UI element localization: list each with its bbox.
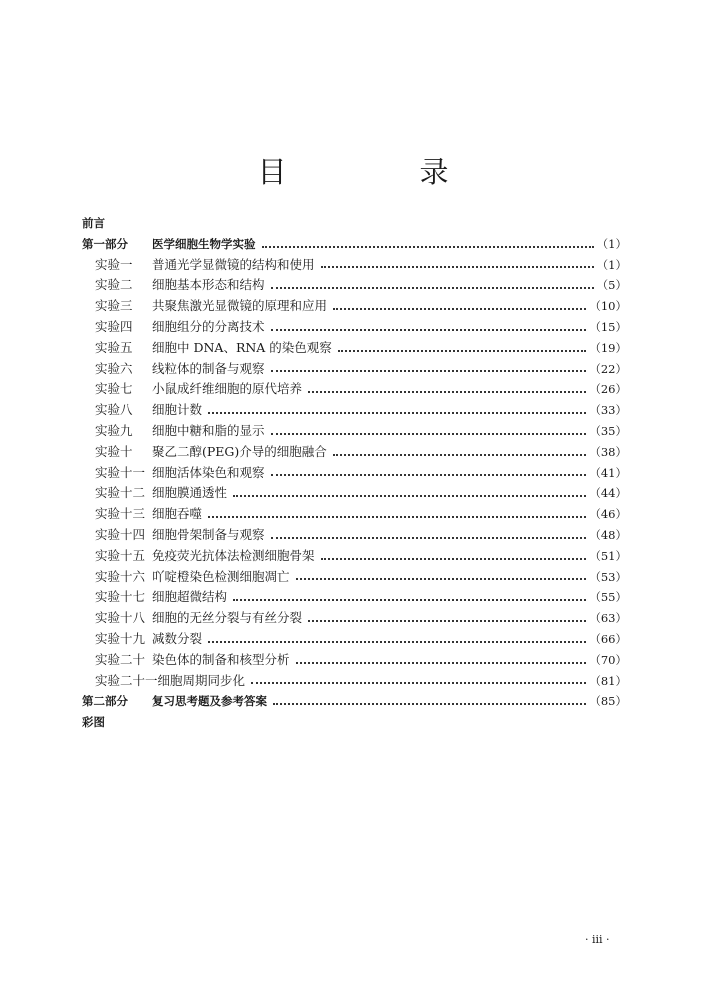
toc-entry-title: 细胞活体染色和观察 xyxy=(152,464,265,480)
dot-leader xyxy=(296,577,587,580)
dot-leader xyxy=(208,640,586,643)
toc-entry-title: 聚乙二醇(PEG)介导的细胞融合 xyxy=(152,443,327,459)
dot-leader xyxy=(333,453,587,456)
toc-entry-label: 实验八 xyxy=(95,402,133,418)
dot-leader xyxy=(271,536,587,539)
toc-entry[interactable] xyxy=(82,400,627,421)
toc-entry-title: 吖啶橙染色检测细胞凋亡 xyxy=(152,568,290,584)
toc-entry-label: 实验九 xyxy=(95,422,133,438)
toc-entry-title: 染色体的制备和核型分析 xyxy=(152,651,290,667)
toc-entry-page: （10） xyxy=(589,299,627,314)
toc-entry-label: 实验七 xyxy=(95,381,133,397)
toc-entry-page: （35） xyxy=(589,423,627,438)
dot-leader xyxy=(271,432,587,435)
toc-entry[interactable] xyxy=(82,712,627,733)
toc-entry-label: 实验五 xyxy=(95,339,133,355)
toc-entry-title: 小鼠成纤维细胞的原代培养 xyxy=(152,381,303,397)
toc-entry-page: （26） xyxy=(589,382,627,397)
toc-entry-label: 实验十 xyxy=(95,443,133,459)
toc-entry-page: （85） xyxy=(589,694,627,709)
toc-entry-label: 实验十一 xyxy=(95,464,146,480)
toc-entry-page: （48） xyxy=(589,527,627,542)
dot-leader xyxy=(333,307,586,310)
toc-entry-page: （38） xyxy=(589,444,627,459)
toc-entry-title: 细胞中糖和脂的显示 xyxy=(152,422,265,438)
toc-entry[interactable] xyxy=(82,213,627,234)
toc-entry-title: 细胞组分的分离技术 xyxy=(152,318,265,334)
toc-entry-title: 细胞膜通透性 xyxy=(152,485,228,501)
toc-entry[interactable] xyxy=(82,567,627,588)
dot-leader xyxy=(271,473,587,476)
toc-entry-page: （70） xyxy=(589,652,627,667)
toc-entry-title: 细胞中 DNA、RNA 的染色观察 xyxy=(152,339,332,355)
toc-entry[interactable] xyxy=(82,587,627,608)
dot-leader xyxy=(271,369,587,372)
page-title: 目 录 xyxy=(257,155,501,189)
toc-entry[interactable] xyxy=(82,671,627,692)
toc-entry-title: 细胞超微结构 xyxy=(152,589,228,605)
toc-entry-label: 实验四 xyxy=(95,318,133,334)
toc-entry[interactable] xyxy=(82,504,627,525)
dot-leader xyxy=(208,411,586,414)
toc-entry[interactable] xyxy=(82,421,627,442)
toc-entry-title: 医学细胞生物学实验 xyxy=(152,236,256,251)
toc-entry-title: 细胞吞噬 xyxy=(152,506,203,522)
toc-entry-page: （55） xyxy=(589,590,627,605)
dot-leader xyxy=(251,681,586,684)
toc-entry[interactable] xyxy=(82,546,627,567)
toc-entry-label: 实验二 xyxy=(95,277,133,293)
dot-leader xyxy=(338,349,587,352)
toc-entry-label: 实验十二 xyxy=(95,485,146,501)
toc-entry-title: 细胞周期同步化 xyxy=(157,672,246,688)
toc-entry-label: 实验二十一 xyxy=(95,672,158,688)
dot-leader xyxy=(262,245,594,248)
toc-entry[interactable] xyxy=(82,629,627,650)
toc-entry[interactable] xyxy=(82,338,627,359)
toc-entry[interactable] xyxy=(82,608,627,629)
toc-entry-page: （22） xyxy=(589,361,627,376)
toc-entry-page: （53） xyxy=(589,569,627,584)
toc-entry-title: 细胞骨架制备与观察 xyxy=(152,526,265,542)
toc-entry-label: 实验十四 xyxy=(95,526,146,542)
toc-entry[interactable] xyxy=(82,463,627,484)
dot-leader xyxy=(321,265,594,268)
toc-entry[interactable] xyxy=(82,691,627,712)
toc-entry-label: 实验六 xyxy=(95,360,133,376)
toc-entry-page: （15） xyxy=(589,319,627,334)
toc-entry-label: 实验十七 xyxy=(95,589,146,605)
toc-entry-label: 实验二十 xyxy=(95,651,146,667)
toc-entry-page: （1） xyxy=(596,236,627,251)
dot-leader xyxy=(296,661,587,664)
toc-entry-title: 免疫荧光抗体法检测细胞骨架 xyxy=(152,547,315,563)
toc-entry-label: 实验十八 xyxy=(95,610,146,626)
toc-entry-page: （44） xyxy=(589,486,627,501)
dot-leader xyxy=(208,515,586,518)
toc-entry-page: （66） xyxy=(589,631,627,646)
toc-entry-label: 实验十六 xyxy=(95,568,146,584)
toc-entry[interactable] xyxy=(82,275,627,296)
toc-entry-title: 细胞的无丝分裂与有丝分裂 xyxy=(152,610,303,626)
toc-entry[interactable] xyxy=(82,296,627,317)
toc-entry[interactable] xyxy=(82,442,627,463)
toc-entry-label: 前言 xyxy=(82,216,105,230)
toc-entry-label: 第一部分 xyxy=(82,236,128,251)
dot-leader xyxy=(308,390,586,393)
toc-entry[interactable] xyxy=(82,483,627,504)
toc-entry-page: （19） xyxy=(589,340,627,355)
dot-leader xyxy=(273,702,586,705)
toc-entry-page: （51） xyxy=(589,548,627,563)
toc-entry-label: 彩图 xyxy=(82,715,105,730)
toc-entry-page: （81） xyxy=(589,673,627,688)
toc-entry-title: 共聚焦激光显微镜的原理和应用 xyxy=(152,298,328,314)
toc-entry-title: 复习思考题及参考答案 xyxy=(152,694,267,709)
toc-entry-title: 线粒体的制备与观察 xyxy=(152,360,265,376)
dot-leader xyxy=(308,619,586,622)
page-number: · iii · xyxy=(585,933,610,946)
dot-leader xyxy=(233,494,586,497)
table-of-contents xyxy=(82,213,627,733)
toc-entry-page: （1） xyxy=(596,257,627,272)
toc-entry-label: 第二部分 xyxy=(82,694,128,709)
toc-entry[interactable] xyxy=(82,379,627,400)
toc-entry[interactable] xyxy=(82,525,627,546)
toc-entry[interactable] xyxy=(82,234,627,255)
dot-leader xyxy=(233,598,586,601)
toc-entry-title: 细胞基本形态和结构 xyxy=(152,277,265,293)
toc-entry-page: （41） xyxy=(589,465,627,480)
toc-entry-title: 细胞计数 xyxy=(152,402,203,418)
toc-entry-label: 实验十三 xyxy=(95,506,146,522)
toc-entry-title: 普通光学显微镜的结构和使用 xyxy=(152,256,315,272)
toc-entry-page: （5） xyxy=(596,278,627,293)
toc-entry-page: （63） xyxy=(589,611,627,626)
toc-entry-title: 减数分裂 xyxy=(152,630,203,646)
dot-leader xyxy=(271,328,587,331)
toc-entry[interactable] xyxy=(82,255,627,276)
toc-entry-label: 实验十五 xyxy=(95,547,146,563)
toc-entry-label: 实验十九 xyxy=(95,630,146,646)
dot-leader xyxy=(321,557,587,560)
toc-entry-page: （33） xyxy=(589,403,627,418)
toc-entry[interactable] xyxy=(82,359,627,380)
dot-leader xyxy=(271,286,594,289)
toc-entry[interactable] xyxy=(82,317,627,338)
toc-entry[interactable] xyxy=(82,650,627,671)
toc-entry-label: 实验三 xyxy=(95,298,133,314)
toc-entry-page: （46） xyxy=(589,507,627,522)
toc-entry-label: 实验一 xyxy=(95,256,133,272)
